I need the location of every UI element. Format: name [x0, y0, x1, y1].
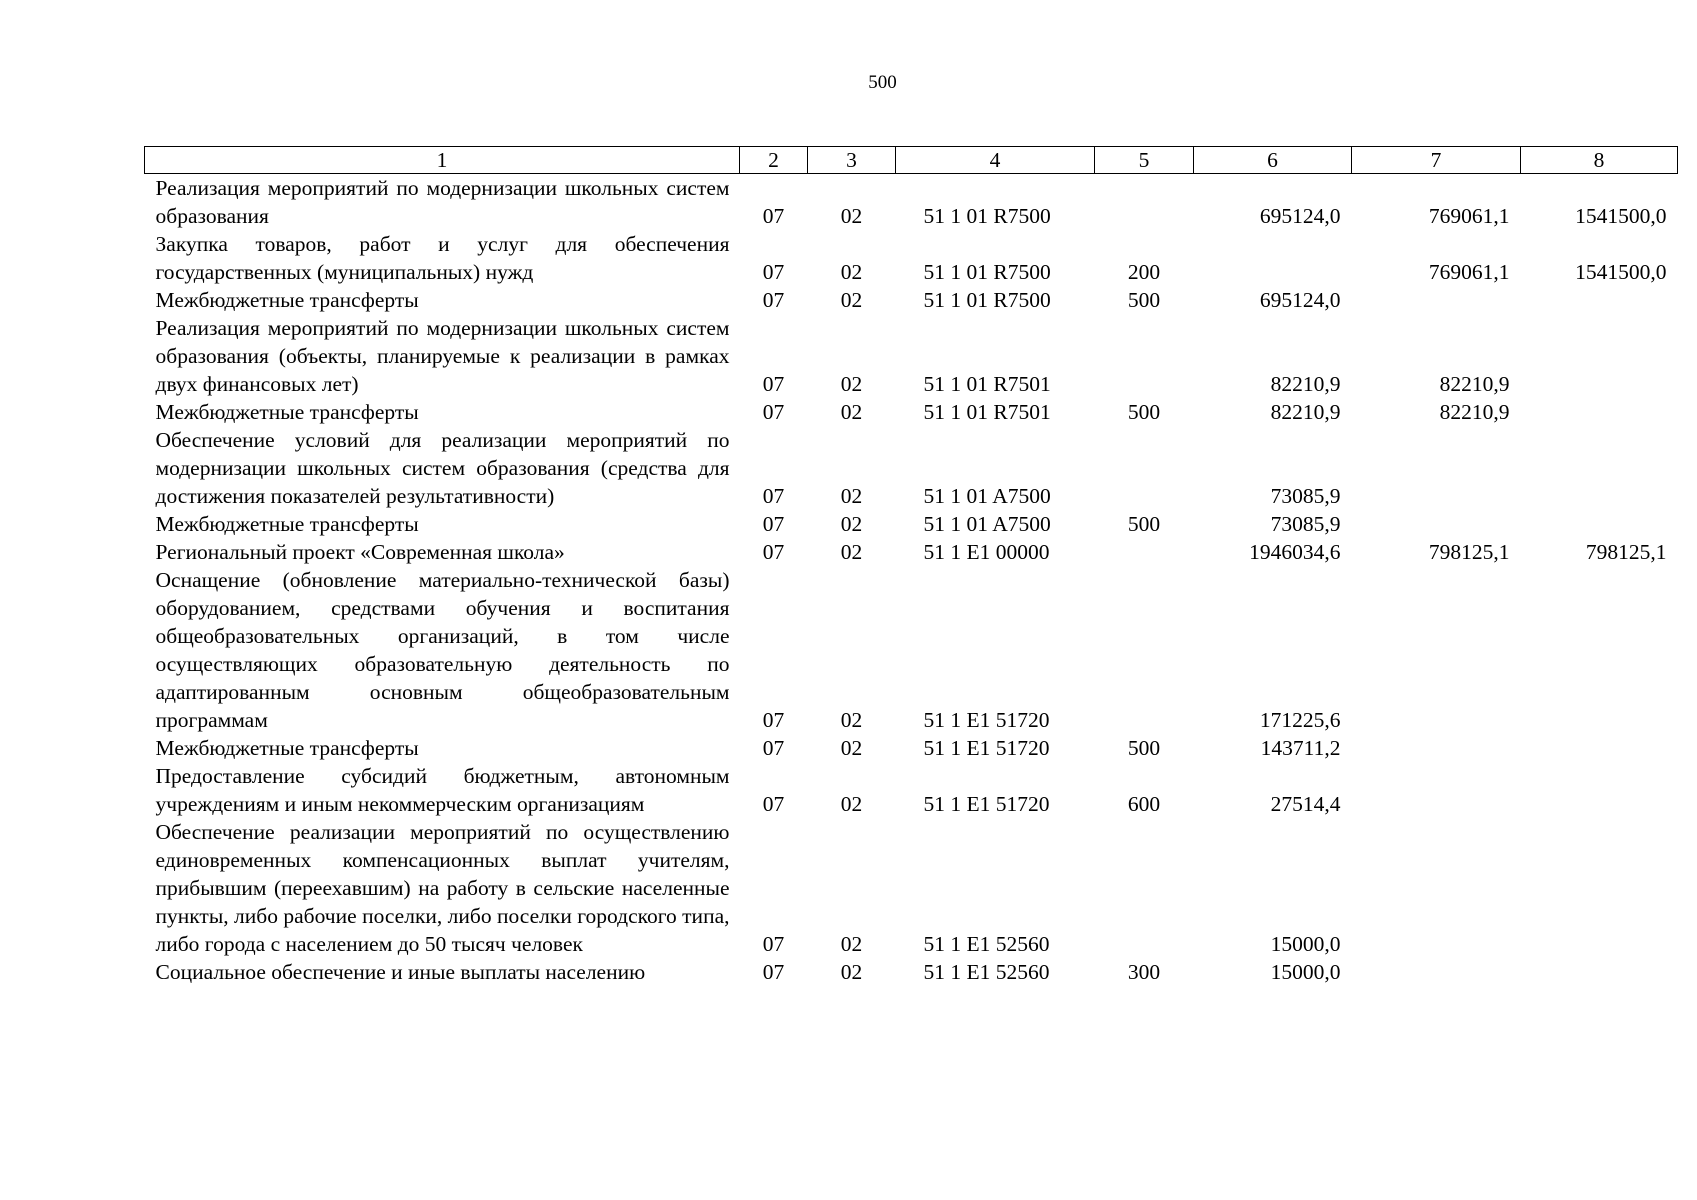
row-amount-col7: [1352, 734, 1521, 762]
row-amount-col6: 82210,9: [1270, 400, 1341, 424]
row-amount-col8: 798125,1: [1585, 540, 1667, 564]
row-target-code: 51 1 01 A7500: [923, 484, 1051, 508]
row-amount-col8: [1521, 426, 1678, 510]
column-header-7: 7: [1352, 147, 1521, 174]
row-target-code: 51 1 E1 00000: [923, 540, 1050, 564]
row-amount-col6: 27514,4: [1270, 792, 1341, 816]
row-subsection: 02: [840, 204, 863, 228]
table-row: [145, 286, 1678, 314]
table-row: [145, 734, 1678, 762]
row-name: Межбюджетные трансферты: [155, 400, 419, 424]
row-amount-col6: 15000,0: [1270, 932, 1341, 956]
row-subsection: 02: [840, 372, 863, 396]
table-row: [145, 818, 1678, 958]
row-expense-type: 500: [1127, 736, 1161, 760]
row-subsection: 02: [840, 736, 863, 760]
table-row: [145, 958, 1678, 986]
row-target-code: 51 1 01 A7500: [923, 512, 1051, 536]
row-section: 07: [762, 260, 785, 284]
row-section: 07: [762, 288, 785, 312]
row-target-code: 51 1 E1 52560: [923, 960, 1050, 984]
header-row: [145, 147, 1678, 174]
row-amount-col7: [1352, 426, 1521, 510]
table-row: [145, 510, 1678, 538]
row-name: Реализация мероприятий по модернизации школьных систем образования: [155, 176, 730, 228]
table-row: [145, 538, 1678, 566]
row-amount-col7: 769061,1: [1428, 204, 1510, 228]
row-name: Обеспечение реализации мероприятий по осуществлению единовременных компенсационных выплат учителям, прибывшим (переехавшим) на работу в сельские населенные пункты, либо рабочие поселки, либо поселки городского типа, либо города с населением до 50 тысяч человек: [155, 820, 730, 956]
row-target-code: 51 1 01 R7501: [923, 400, 1051, 424]
row-target-code: 51 1 01 R7501: [923, 372, 1051, 396]
row-amount-col6: 695124,0: [1259, 288, 1341, 312]
row-expense-type: 500: [1127, 400, 1161, 424]
row-amount-col7: [1352, 510, 1521, 538]
row-target-code: 51 1 01 R7500: [923, 260, 1051, 284]
row-amount-col6: 73085,9: [1270, 484, 1341, 508]
column-header-8: 8: [1521, 147, 1678, 174]
row-section: 07: [762, 372, 785, 396]
row-amount-col8: [1521, 314, 1678, 398]
row-amount-col7: [1352, 818, 1521, 958]
row-amount-col7: [1352, 762, 1521, 818]
row-name: Предоставление субсидий бюджетным, автономным учреждениям и иным некоммерческим организациям: [155, 764, 730, 816]
table-row: [145, 314, 1678, 398]
table-row: [145, 398, 1678, 426]
row-subsection: 02: [840, 708, 863, 732]
table-row: [145, 426, 1678, 510]
row-amount-col7: 798125,1: [1428, 540, 1510, 564]
row-section: 07: [762, 484, 785, 508]
row-name: Межбюджетные трансферты: [155, 288, 419, 312]
row-expense-type: [1095, 566, 1194, 734]
row-amount-col6: [1194, 230, 1352, 286]
row-section: 07: [762, 400, 785, 424]
row-name: Обеспечение условий для реализации мероприятий по модернизации школьных систем образования (средства для достижения показателей результативности): [155, 428, 730, 508]
column-header-5: 5: [1095, 147, 1194, 174]
row-target-code: 51 1 E1 51720: [923, 792, 1050, 816]
row-expense-type: 600: [1127, 792, 1161, 816]
row-expense-type: 500: [1127, 288, 1161, 312]
row-subsection: 02: [840, 260, 863, 284]
row-section: 07: [762, 932, 785, 956]
row-subsection: 02: [840, 484, 863, 508]
row-target-code: 51 1 01 R7500: [923, 204, 1051, 228]
row-name: Реализация мероприятий по модернизации школьных систем образования (объекты, планируемые к реализации в рамках двух финансовых лет): [155, 316, 730, 396]
row-amount-col8: 1541500,0: [1575, 260, 1667, 284]
row-expense-type: [1095, 426, 1194, 510]
table-row: [145, 566, 1678, 734]
row-amount-col8: [1521, 818, 1678, 958]
row-amount-col8: [1521, 734, 1678, 762]
column-header-1: 1: [145, 147, 740, 174]
row-target-code: 51 1 E1 52560: [923, 932, 1050, 956]
row-amount-col8: [1521, 286, 1678, 314]
column-header-4: 4: [896, 147, 1095, 174]
row-expense-type: 500: [1127, 512, 1161, 536]
column-header-3: 3: [808, 147, 896, 174]
row-amount-col6: 1946034,6: [1249, 540, 1341, 564]
row-name: Закупка товаров, работ и услуг для обеспечения государственных (муниципальных) нужд: [155, 232, 730, 284]
row-section: 07: [762, 540, 785, 564]
row-section: 07: [762, 512, 785, 536]
row-amount-col6: 171225,6: [1259, 708, 1341, 732]
row-subsection: 02: [840, 960, 863, 984]
row-subsection: 02: [840, 512, 863, 536]
row-amount-col8: [1521, 958, 1678, 986]
page-number: 500: [868, 72, 897, 93]
column-header-6: 6: [1194, 147, 1352, 174]
table-body: [145, 174, 1678, 987]
row-section: 07: [762, 960, 785, 984]
row-subsection: 02: [840, 792, 863, 816]
row-amount-col7: 82210,9: [1439, 372, 1510, 396]
row-amount-col8: [1521, 566, 1678, 734]
budget-table: [144, 146, 1678, 986]
table-row: [145, 174, 1678, 231]
row-amount-col6: 82210,9: [1270, 372, 1341, 396]
row-subsection: 02: [840, 288, 863, 312]
row-expense-type: [1095, 538, 1194, 566]
row-expense-type: [1095, 174, 1194, 231]
row-section: 07: [762, 204, 785, 228]
row-expense-type: [1095, 818, 1194, 958]
table-row: [145, 762, 1678, 818]
row-expense-type: [1095, 314, 1194, 398]
row-amount-col6: 695124,0: [1259, 204, 1341, 228]
row-amount-col8: [1521, 398, 1678, 426]
row-section: 07: [762, 792, 785, 816]
row-amount-col6: 73085,9: [1270, 512, 1341, 536]
row-subsection: 02: [840, 932, 863, 956]
row-amount-col7: [1352, 566, 1521, 734]
row-expense-type: 300: [1127, 960, 1161, 984]
row-name: Социальное обеспечение и иные выплаты населению: [155, 960, 646, 984]
row-section: 07: [762, 708, 785, 732]
row-amount-col7: [1352, 286, 1521, 314]
row-amount-col8: [1521, 510, 1678, 538]
table-row: [145, 230, 1678, 286]
row-amount-col6: 143711,2: [1260, 736, 1341, 760]
row-target-code: 51 1 E1 51720: [923, 708, 1050, 732]
row-subsection: 02: [840, 400, 863, 424]
row-section: 07: [762, 736, 785, 760]
row-name: Региональный проект «Современная школа»: [155, 540, 565, 564]
row-amount-col8: [1521, 762, 1678, 818]
row-amount-col7: 769061,1: [1428, 260, 1510, 284]
row-target-code: 51 1 01 R7500: [923, 288, 1051, 312]
row-subsection: 02: [840, 540, 863, 564]
row-name: Межбюджетные трансферты: [155, 736, 419, 760]
row-amount-col6: 15000,0: [1270, 960, 1341, 984]
row-target-code: 51 1 E1 51720: [923, 736, 1050, 760]
row-name: Оснащение (обновление материально-технической базы) оборудованием, средствами обучения и воспитания общеобразовательных организаций, в том числе осуществляющих образовательную деятельность по адаптированным основным общеобразовательным программам: [155, 568, 730, 732]
row-amount-col7: [1352, 958, 1521, 986]
row-name: Межбюджетные трансферты: [155, 512, 419, 536]
column-header-2: 2: [740, 147, 808, 174]
row-amount-col8: 1541500,0: [1575, 204, 1667, 228]
row-amount-col7: 82210,9: [1439, 400, 1510, 424]
row-expense-type: 200: [1127, 260, 1161, 284]
